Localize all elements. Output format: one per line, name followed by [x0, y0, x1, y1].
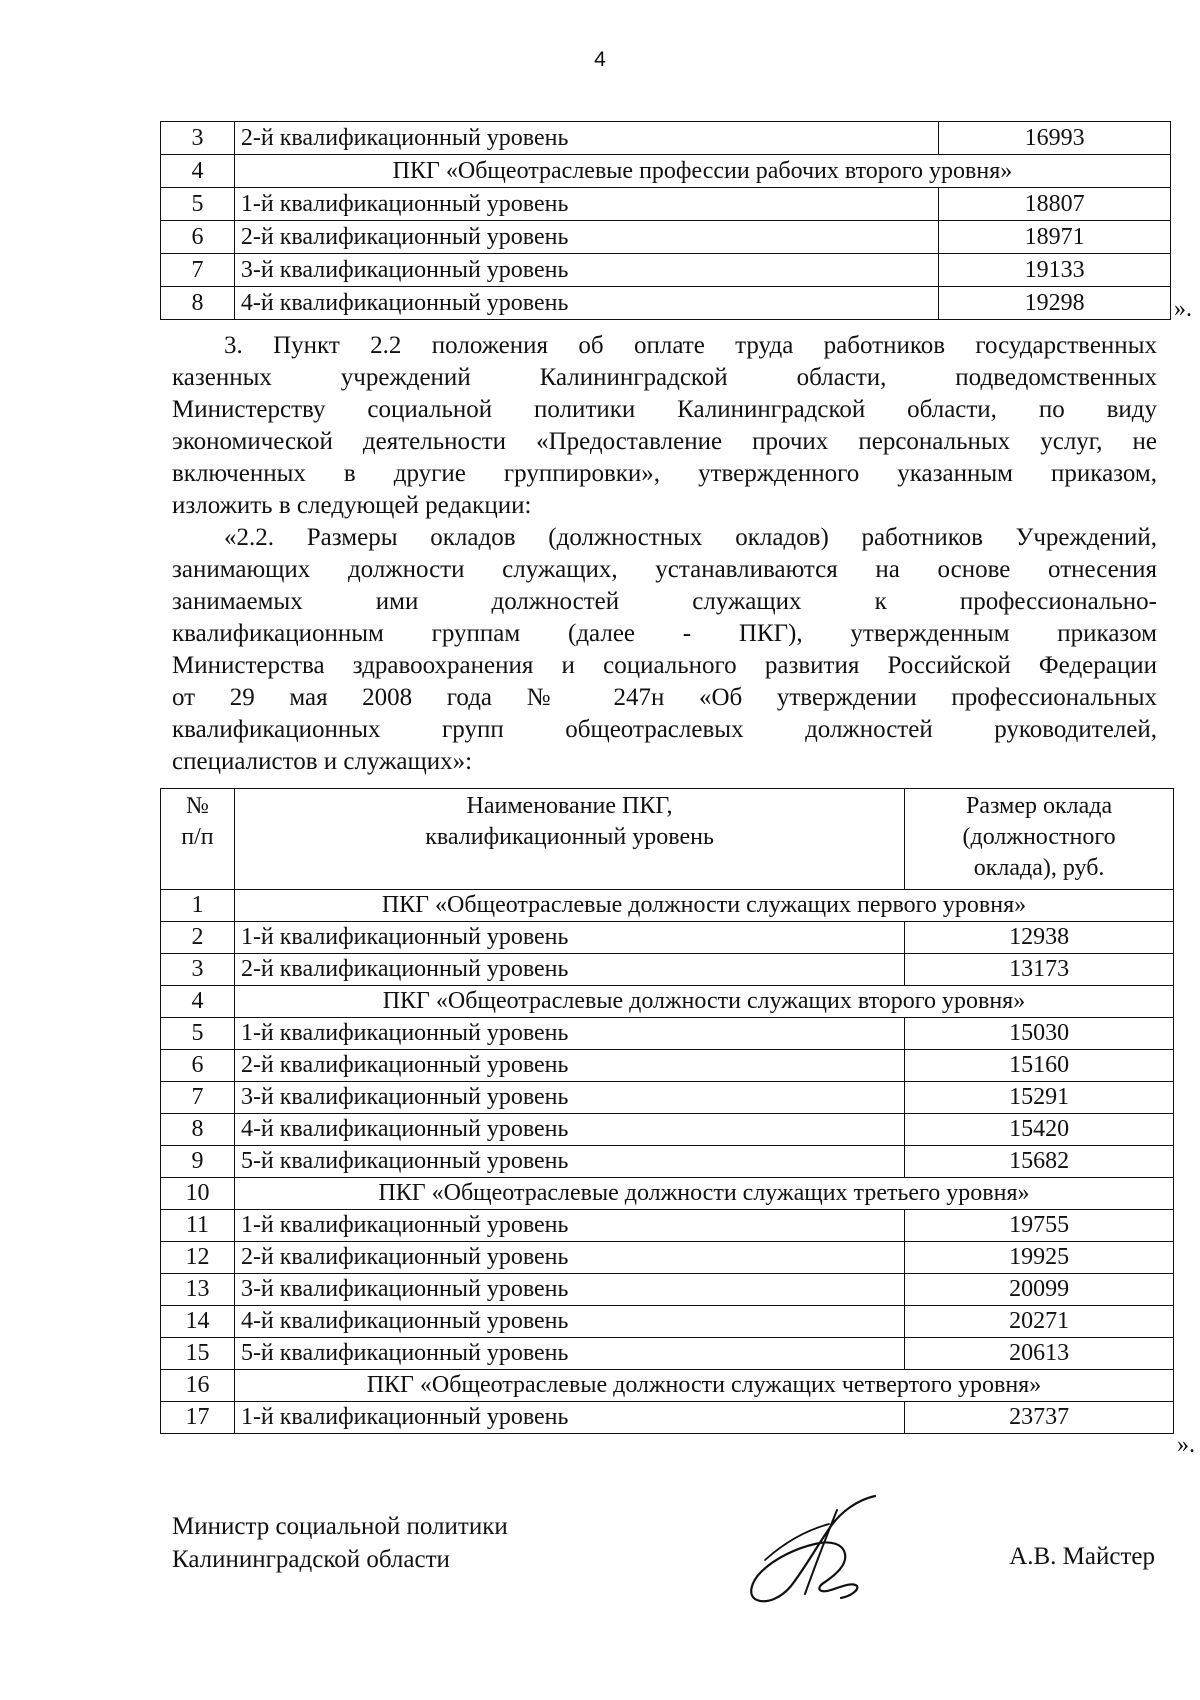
salary-table-workers — [160, 121, 1171, 320]
table-row — [161, 1082, 1174, 1114]
row-number: 6 — [161, 1050, 235, 1082]
salary-value: 19755 — [905, 1210, 1174, 1242]
salary-value: 15682 — [905, 1146, 1174, 1178]
paragraph-line: специалистов и служащих»: — [172, 748, 473, 775]
group-row — [161, 986, 1174, 1018]
salary-table-workers-body — [161, 122, 1171, 320]
table-row — [161, 188, 1171, 221]
salary-value: 18971 — [939, 221, 1171, 254]
qualification-level: 2-й квалификационный уровень — [234, 1050, 904, 1082]
table-row — [161, 1306, 1174, 1338]
table-header-row — [161, 789, 1174, 890]
paragraph-line: от 29 мая 2008 года № 247н «Об утверждении профессиональных — [172, 684, 1157, 711]
header-num-line1: № — [186, 793, 209, 819]
row-number: 5 — [161, 188, 235, 221]
group-title: ПКГ «Общеотраслевые должности служащих второго уровня» — [234, 986, 1173, 1018]
table-row — [161, 1050, 1174, 1082]
table-row — [161, 1402, 1174, 1434]
table-row — [161, 287, 1171, 320]
row-number: 9 — [161, 1146, 235, 1178]
row-number: 13 — [161, 1274, 235, 1306]
qualification-level: 3-й квалификационный уровень — [234, 254, 938, 287]
salary-value: 16993 — [939, 122, 1171, 155]
qualification-level: 1-й квалификационный уровень — [234, 1018, 904, 1050]
qualification-level: 2-й квалификационный уровень — [234, 221, 938, 254]
page-number: 4 — [594, 48, 606, 71]
salary-value: 15030 — [905, 1018, 1174, 1050]
row-number: 4 — [161, 986, 235, 1018]
table-top-closing-quote: ». — [1174, 296, 1192, 322]
row-number: 6 — [161, 221, 235, 254]
qualification-level: 5-й квалификационный уровень — [234, 1338, 904, 1370]
group-title: ПКГ «Общеотраслевые профессии рабочих второго уровня» — [234, 155, 1170, 188]
table-row — [161, 1018, 1174, 1050]
table-row — [161, 1114, 1174, 1146]
salary-value: 13173 — [905, 954, 1174, 986]
row-number: 5 — [161, 1018, 235, 1050]
table-main-closing-quote: ». — [1177, 1432, 1195, 1458]
table-row — [161, 922, 1174, 954]
salary-value: 19925 — [905, 1242, 1174, 1274]
row-number: 10 — [161, 1178, 235, 1210]
header-value-line2: (должностного — [962, 824, 1116, 851]
row-number: 17 — [161, 1402, 235, 1434]
row-number: 11 — [161, 1210, 235, 1242]
header-value-cell — [905, 789, 1174, 890]
signatory-title-line2: Калининградской области — [172, 1546, 450, 1573]
row-number: 16 — [161, 1370, 235, 1402]
table-row — [161, 1338, 1174, 1370]
group-title: ПКГ «Общеотраслевые должности служащих первого уровня» — [234, 890, 1173, 922]
paragraph-line: экономической деятельности «Предоставление прочих персональных услуг, не — [172, 428, 1157, 455]
row-number: 8 — [161, 287, 235, 320]
signatory-title — [172, 1510, 508, 1576]
paragraph-line: Министерства здравоохранения и социального развития Российской Федерации — [172, 652, 1157, 679]
salary-table-employees — [160, 788, 1174, 1434]
paragraph-line: квалификационных групп общеотраслевых должностей руководителей, — [172, 716, 1157, 743]
salary-value: 23737 — [905, 1402, 1174, 1434]
paragraph-line: занимаемых ими должностей служащих к профессионально- — [172, 588, 1157, 615]
paragraph-line: казенных учреждений Калининградской области, подведомственных — [172, 364, 1157, 391]
salary-value: 20271 — [905, 1306, 1174, 1338]
salary-table-employees-body — [161, 789, 1174, 1434]
salary-value: 15420 — [905, 1114, 1174, 1146]
qualification-level: 1-й квалификационный уровень — [234, 1402, 904, 1434]
qualification-level: 5-й квалификационный уровень — [234, 1146, 904, 1178]
qualification-level: 2-й квалификационный уровень — [234, 954, 904, 986]
paragraph-line: включенных в другие группировки», утвержденного указанным приказом, — [172, 460, 1157, 487]
row-number: 2 — [161, 922, 235, 954]
qualification-level: 2-й квалификационный уровень — [234, 1242, 904, 1274]
group-row — [161, 155, 1171, 188]
header-name-cell — [234, 789, 904, 890]
signature-image — [745, 1490, 905, 1610]
row-number: 12 — [161, 1242, 235, 1274]
table-row — [161, 1210, 1174, 1242]
qualification-level: 2-й квалификационный уровень — [234, 122, 938, 155]
salary-value: 12938 — [905, 922, 1174, 954]
paragraph-line: изложить в следующей редакции: — [172, 492, 532, 519]
salary-value: 19298 — [939, 287, 1171, 320]
qualification-level: 1-й квалификационный уровень — [234, 188, 938, 221]
signatory-name: А.В. Майстер — [1009, 1543, 1155, 1570]
paragraph-item-3 — [172, 330, 1157, 522]
qualification-level: 1-й квалификационный уровень — [234, 922, 904, 954]
row-number: 14 — [161, 1306, 235, 1338]
table-row — [161, 954, 1174, 986]
salary-value: 15160 — [905, 1050, 1174, 1082]
group-row — [161, 1178, 1174, 1210]
paragraph-line: занимающих должности служащих, устанавливаются на основе отнесения — [172, 556, 1157, 583]
group-title: ПКГ «Общеотраслевые должности служащих четвертого уровня» — [234, 1370, 1173, 1402]
group-row — [161, 890, 1174, 922]
salary-value: 15291 — [905, 1082, 1174, 1114]
qualification-level: 3-й квалификационный уровень — [234, 1274, 904, 1306]
table-row — [161, 1146, 1174, 1178]
qualification-level: 3-й квалификационный уровень — [234, 1082, 904, 1114]
signatory-title-line1: Министр социальной политики — [172, 1513, 508, 1540]
row-number: 7 — [161, 254, 235, 287]
header-name-line2: квалификационный уровень — [425, 824, 714, 851]
group-row — [161, 1370, 1174, 1402]
row-number: 3 — [161, 954, 235, 986]
paragraph-line: квалификационным группам (далее - ПКГ), утвержденным приказом — [172, 620, 1157, 647]
qualification-level: 4-й квалификационный уровень — [234, 1114, 904, 1146]
table-row — [161, 221, 1171, 254]
table-row — [161, 122, 1171, 155]
table-row — [161, 1242, 1174, 1274]
table-row — [161, 254, 1171, 287]
header-num-cell — [161, 789, 235, 890]
row-number: 1 — [161, 890, 235, 922]
salary-value: 20613 — [905, 1338, 1174, 1370]
header-name-line1: Наименование ПКГ, — [466, 793, 673, 819]
salary-value: 19133 — [939, 254, 1171, 287]
row-number: 4 — [161, 155, 235, 188]
paragraph-line: «2.2. Размеры окладов (должностных окладов) работников Учреждений, — [224, 524, 1157, 551]
header-num-line2: п/п — [181, 824, 214, 851]
table-row — [161, 1274, 1174, 1306]
row-number: 7 — [161, 1082, 235, 1114]
row-number: 15 — [161, 1338, 235, 1370]
header-value-line1: Размер оклада — [966, 793, 1113, 819]
qualification-level: 1-й квалификационный уровень — [234, 1210, 904, 1242]
qualification-level: 4-й квалификационный уровень — [234, 1306, 904, 1338]
header-value-line3: оклада), руб. — [973, 855, 1105, 882]
paragraph-item-2-2 — [172, 522, 1157, 778]
paragraph-line: Министерству социальной политики Калининградской области, по виду — [172, 396, 1157, 423]
row-number: 8 — [161, 1114, 235, 1146]
salary-value: 20099 — [905, 1274, 1174, 1306]
row-number: 3 — [161, 122, 235, 155]
qualification-level: 4-й квалификационный уровень — [234, 287, 938, 320]
salary-value: 18807 — [939, 188, 1171, 221]
group-title: ПКГ «Общеотраслевые должности служащих третьего уровня» — [234, 1178, 1173, 1210]
paragraph-line: 3. Пункт 2.2 положения об оплате труда работников государственных — [224, 332, 1157, 359]
